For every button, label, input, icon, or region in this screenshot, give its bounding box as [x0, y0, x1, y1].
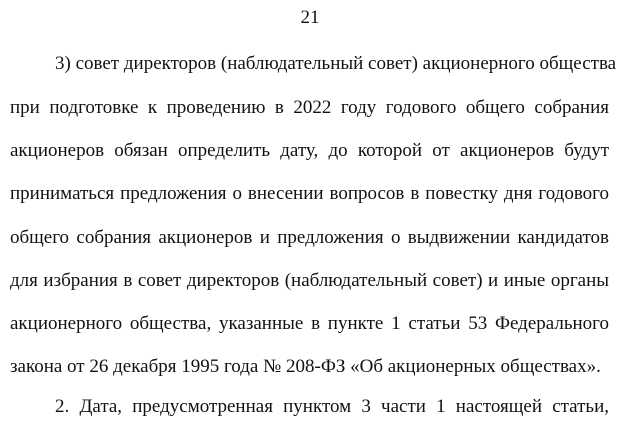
- paragraph-line: акционеров обязан определить дату, до которой от акционеров будут: [10, 140, 609, 161]
- paragraph-line: 3) совет директоров (наблюдательный совет) акционерного общества: [55, 53, 617, 74]
- paragraph-line: при подготовке к проведению в 2022 году годового общего собрания: [10, 97, 609, 118]
- paragraph-line: общего собрания акционеров и предложения о выдвижении кандидатов: [10, 227, 609, 248]
- paragraph-line: для избрания в совет директоров (наблюдательный совет) и иные органы: [10, 270, 609, 291]
- paragraph-line: приниматься предложения о внесении вопросов в повестку дня годового: [10, 183, 609, 204]
- paragraph-line: закона от 26 декабря 1995 года № 208-ФЗ «Об акционерных обществах».: [10, 356, 601, 377]
- page-number: 21: [300, 7, 320, 28]
- paragraph-line: 2. Дата, предусмотренная пунктом 3 части 1 настоящей статьи,: [55, 396, 609, 417]
- paragraph-line: акционерного общества, указанные в пункте 1 статьи 53 Федерального: [10, 313, 609, 334]
